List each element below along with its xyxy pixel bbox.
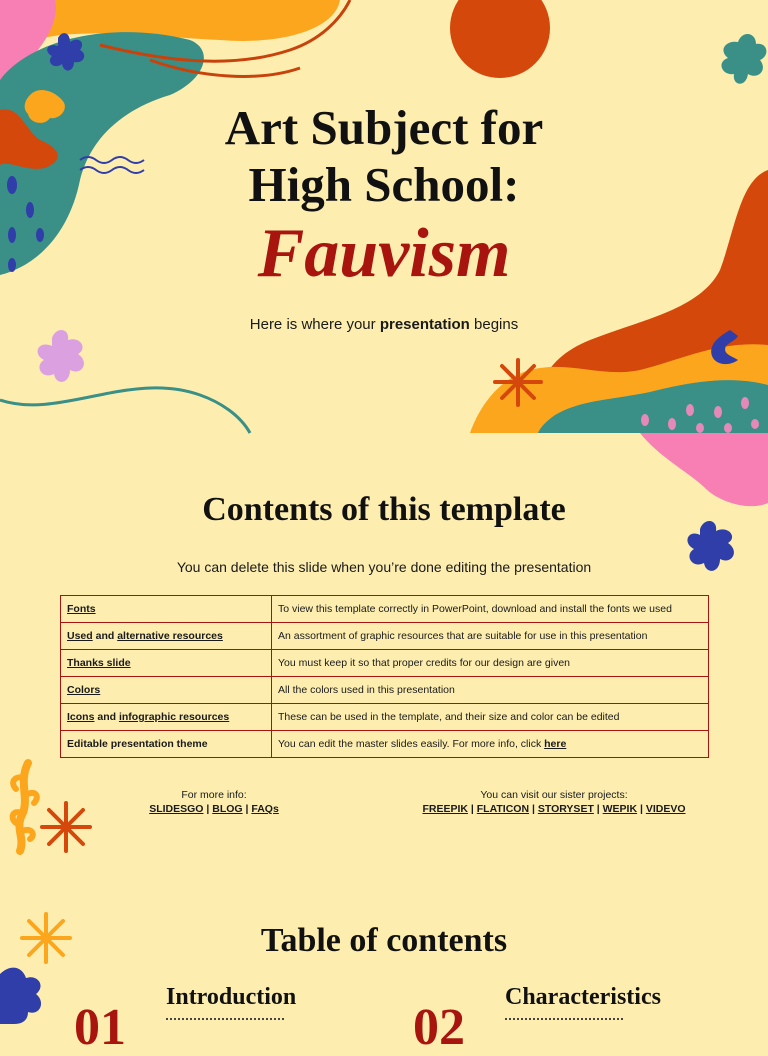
more-info-block — [114, 788, 314, 816]
title-line-1: Art Subject for — [224, 100, 544, 155]
alternative-resources-link[interactable]: alternative resources — [117, 630, 223, 642]
toc-slide — [0, 866, 768, 1056]
table-cell-desc: An assortment of graphic resources that are suitable for use in this presentation — [272, 623, 709, 650]
freepik-link[interactable]: FREEPIK — [422, 803, 468, 815]
table-row — [61, 596, 709, 623]
blog-link[interactable]: BLOG — [212, 803, 243, 815]
toc-item-divider — [166, 1018, 284, 1020]
and-text: and — [92, 630, 118, 642]
contents-table — [60, 595, 709, 758]
here-link[interactable]: here — [544, 738, 567, 750]
table-cell-label: Editable presentation theme — [61, 731, 272, 758]
table-row — [61, 731, 709, 758]
subtitle-end-text: begins — [469, 316, 519, 333]
table-cell-label — [61, 677, 272, 704]
icons-link[interactable]: Icons — [67, 711, 95, 723]
toc-item-number: 01 — [74, 999, 126, 1056]
contents-slide — [0, 433, 768, 866]
videvo-link[interactable]: VIDEVO — [645, 803, 686, 815]
wepik-link[interactable]: WEPIK — [602, 803, 638, 815]
sister-projects-heading: You can visit our sister projects: — [480, 789, 628, 801]
title-slide — [0, 0, 768, 433]
slidesgo-link[interactable]: SLIDESGO — [149, 803, 204, 815]
table-cell-label — [61, 704, 272, 731]
storyset-link[interactable]: STORYSET — [537, 803, 594, 815]
subtitle-text: Here is where your — [249, 316, 380, 333]
editable-theme-desc: You can edit the master slides easily. For more info, click — [278, 738, 545, 750]
table-row — [61, 623, 709, 650]
toc-item-number: 02 — [413, 999, 465, 1056]
title-line-2: High School: — [248, 157, 520, 212]
thanks-slide-link[interactable]: Thanks slide — [67, 657, 131, 669]
toc-item-heading: Characteristics — [505, 984, 661, 1010]
title-highlight: Fauvism — [257, 215, 511, 292]
table-cell-label — [61, 623, 272, 650]
flaticon-link[interactable]: FLATICON — [476, 803, 530, 815]
toc-item-heading: Introduction — [166, 984, 297, 1010]
contents-subtitle: You can delete this slide when you’re done editing the presentation — [176, 559, 592, 575]
table-row — [61, 677, 709, 704]
table-cell-label — [61, 596, 272, 623]
table-row — [61, 704, 709, 731]
table-cell-desc: These can be used in the template, and their size and color can be edited — [272, 704, 709, 731]
subtitle — [0, 316, 768, 333]
contents-title: Contents of this template — [202, 491, 566, 528]
more-info-links: SLIDESGO | BLOG | FAQs — [149, 803, 279, 815]
table-cell-desc: To view this template correctly in PowerPoint, download and install the fonts we used — [272, 596, 709, 623]
fonts-link[interactable]: Fonts — [67, 603, 96, 615]
infographic-resources-link[interactable]: infographic resources — [118, 711, 230, 723]
table-row — [61, 650, 709, 677]
subtitle-bold-text: presentation — [379, 316, 470, 333]
colors-link[interactable]: Colors — [67, 684, 101, 696]
table-cell-desc — [272, 731, 709, 758]
sister-projects-block — [404, 788, 704, 816]
faqs-link[interactable]: FAQs — [251, 803, 279, 815]
sister-projects-links: FREEPIK | FLATICON | STORYSET | WEPIK | VIDEVO — [422, 803, 686, 815]
and-text: and — [94, 711, 119, 723]
used-link[interactable]: Used — [67, 630, 93, 642]
toc-item-divider — [505, 1018, 623, 1020]
toc-title: Table of contents — [260, 922, 508, 959]
table-cell-desc: All the colors used in this presentation — [272, 677, 709, 704]
more-info-heading: For more info: — [181, 789, 247, 801]
table-cell-label — [61, 650, 272, 677]
table-cell-desc: You must keep it so that proper credits for our design are given — [272, 650, 709, 677]
